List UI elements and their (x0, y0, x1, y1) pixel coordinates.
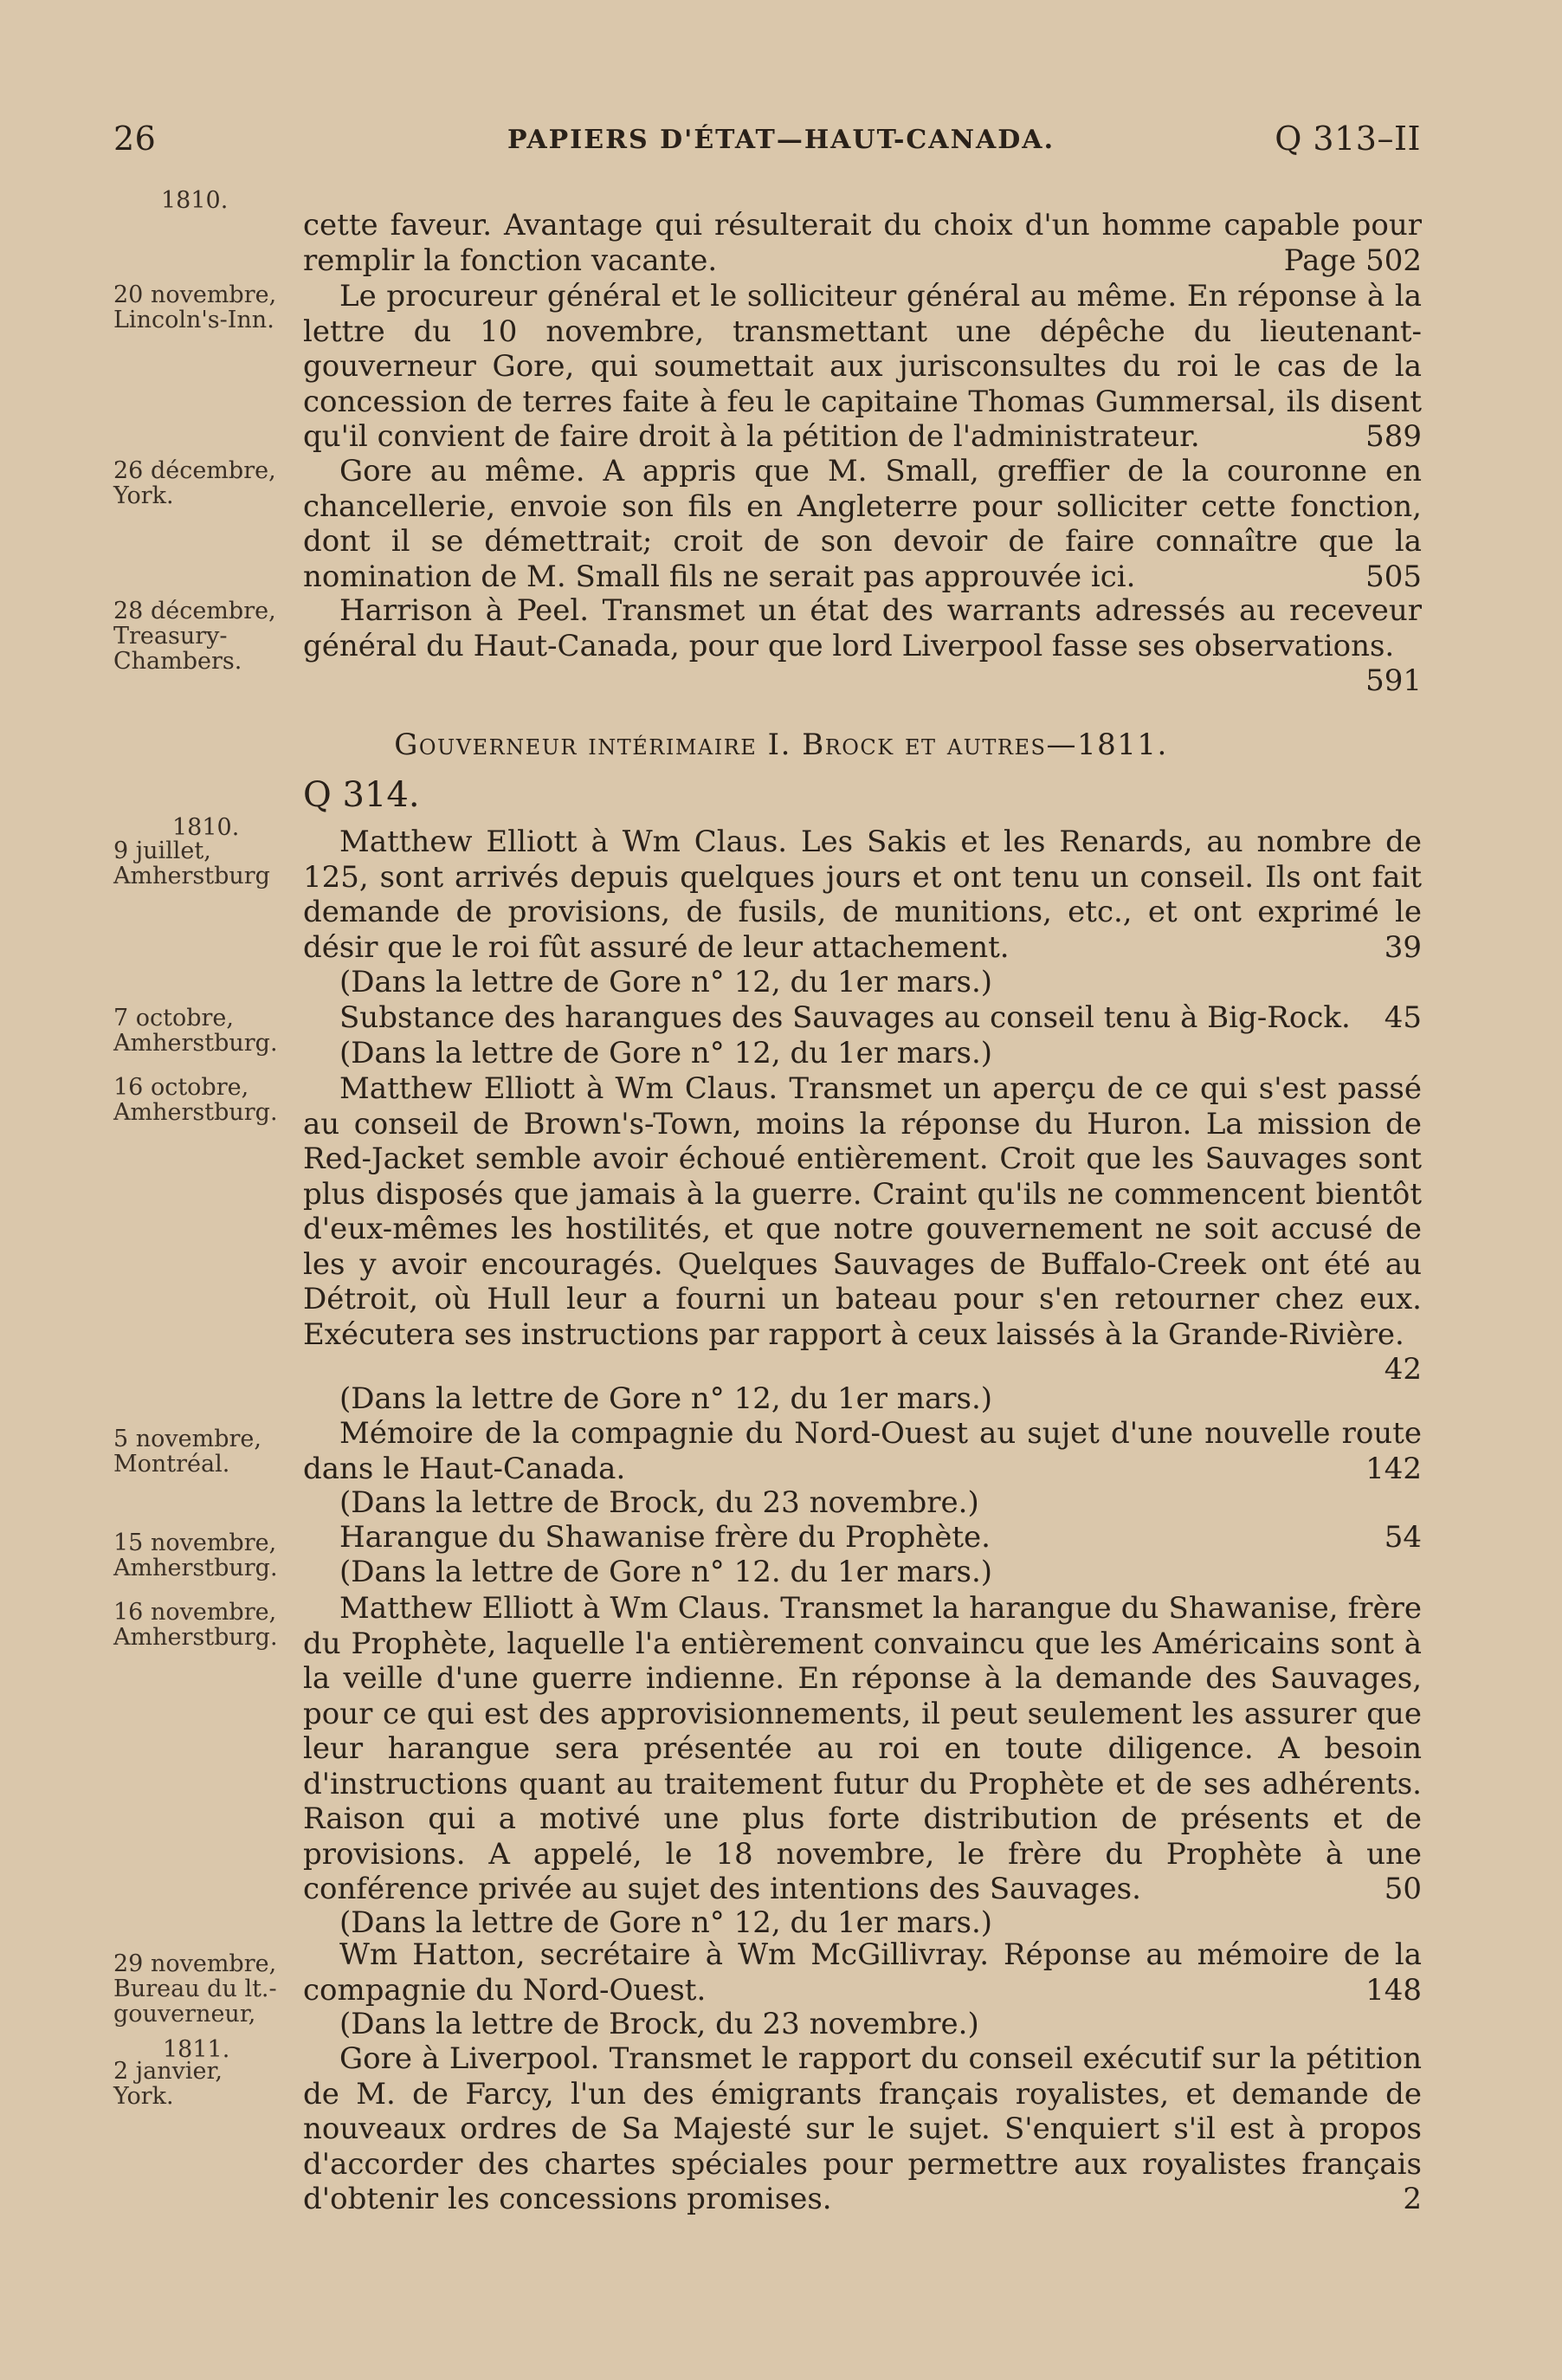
page-ref: 50 (1384, 1872, 1422, 1906)
page-ref: 142 (1365, 1451, 1422, 1486)
entry-note: (Dans la lettre de Gore n° 12, du 1er mars.) (339, 1905, 993, 1940)
entry-date: 20 novembre, Lincoln's-Inn. (113, 281, 277, 333)
page-ref: 591 (1365, 663, 1422, 698)
entry-date: 26 décembre, York. (113, 457, 276, 509)
page-ref: 45 (1384, 1000, 1422, 1035)
page-number: 26 (113, 120, 157, 158)
entry-text: Matthew Elliott à Wm Claus. Transmet la harangue du Shawanise, frère du Prophète, laquelle l'a entièrement convaincu que les Américains sont à la veille d'une guerre indienne. En réponse à la demande des Sauvages, pour ce qui est des approvisionnements, il peut seulement les assurer que leur harangue sera présentée au roi en toute diligence. A besoin d'instructions quant au traitement futur du Prophète et de ses adhérents. Raison qui a motivé une plus forte distribution de présents et de provisions. A appelé, le 18 novembre, le frère du Prophète à une conférence privée au sujet des intentions des Sauvages. 50 (303, 1591, 1422, 1906)
entry-text: Substance des harangues des Sauvages au conseil tenu à Big-Rock. 45 (339, 1000, 1422, 1035)
entry-date: 5 novembre, Montréal. (113, 1426, 261, 1478)
entry-text: cette faveur. Avantage qui résulterait du choix d'un homme capable pour remplir la fonction vacante. Page 502 (303, 208, 1422, 278)
page-ref: 54 (1384, 1520, 1422, 1555)
entry-date: 29 novembre, Bureau du lt.-gouverneur, (113, 1950, 277, 2028)
entry-date: 15 novembre, Amherstburg. (113, 1530, 278, 1581)
entry-note: (Dans la lettre de Gore n° 12, du 1er mars.) (339, 965, 993, 999)
volume-label: Q 314. (303, 775, 420, 815)
entry-note: (Dans la lettre de Gore n° 12. du 1er mars.) (339, 1555, 993, 1589)
entry-note: (Dans la lettre de Gore n° 12, du 1er mars.) (339, 1381, 993, 1416)
entry-text: Matthew Elliott à Wm Claus. Les Sakis et les Renards, au nombre de 125, sont arrivés depuis quelques jours et ont tenu un conseil. Ils ont fait demande de provisions, de fusils, de munitions, etc., et ont exprimé le désir que le roi fût assuré de leur attachement. 39 (303, 825, 1422, 965)
entry-text: Mémoire de la compagnie du Nord-Ouest au sujet d'une nouvelle route dans le Haut-Canada. 142 (303, 1416, 1422, 1486)
page-ref: 589 (1365, 419, 1422, 454)
entry-date: 28 décembre, Treasury-Chambers. (113, 598, 276, 675)
entry-text: Harangue du Shawanise frère du Prophète. 54 (339, 1520, 1422, 1555)
entry-text: Gore à Liverpool. Transmet le rapport du conseil exécutif sur la pétition de M. de Farcy, l'un des émigrants français royalistes, et demande de nouveaux ordres de Sa Majesté sur le sujet. S'enquiert s'il est à propos d'accorder des chartes spéciales pour permettre aux royalistes français d'obtenir les concessions promises. 2 (303, 2041, 1422, 2216)
entry-note: (Dans la lettre de Brock, du 23 novembre.) (339, 1485, 979, 1520)
entry-text: Harrison à Peel. Transmet un état des warrants adressés au receveur général du Haut-Canada, pour que lord Liverpool fasse ses observations. 591 (303, 593, 1422, 698)
year-label: 1810. (161, 187, 229, 214)
page-ref: 39 (1384, 929, 1422, 965)
entry-date: 9 juillet, Amherstburg (113, 838, 270, 889)
section-title: Gouverneur intérimaire I. Brock et autres—1811. (394, 728, 1168, 762)
page-ref: 42 (1384, 1352, 1422, 1387)
entry-date: 7 octobre, Amherstburg. (113, 1005, 278, 1057)
entry-date: 16 octobre, Amherstburg. (113, 1074, 278, 1126)
page-ref: Page 502 (1283, 243, 1422, 278)
page-ref: 2 (1403, 2182, 1422, 2216)
year-label: 1810. (172, 814, 240, 841)
page-ref: 148 (1365, 1972, 1422, 2008)
entry-date: 16 novembre, Amherstburg. (113, 1599, 278, 1651)
volume-reference: Q 313–II (1275, 120, 1421, 158)
entry-text: Matthew Elliott à Wm Claus. Transmet un aperçu de ce qui s'est passé au conseil de Brown's-Town, moins la réponse du Huron. La mission de Red-Jacket semble avoir échoué entièrement. Croit que les Sauvages sont plus disposés que jamais à la guerre. Craint qu'ils ne commencent bientôt d'eux-mêmes les hostilités, et que notre gouvernement ne soit accusé de les y avoir encouragés. Quelques Sauvages de Buffalo-Creek ont été au Détroit, où Hull leur a fourni un bateau pour s'en retourner chez eux. Exécutera ses instructions par rapport à ceux laissés à la Grande-Rivière. 42 (303, 1071, 1422, 1387)
page-ref: 505 (1365, 559, 1422, 594)
entry-note: (Dans la lettre de Brock, du 23 novembre.) (339, 2007, 979, 2041)
entry-text: Wm Hatton, secrétaire à Wm McGillivray. Réponse au mémoire de la compagnie du Nord-Ouest. 148 (303, 1937, 1422, 2008)
entry-text: Gore au même. A appris que M. Small, greffier de la couronne en chancellerie, envoie son fils en Angleterre pour solliciter cette fonction, dont il se démettrait; croit de son devoir de faire connaître que la nomination de M. Small fils ne serait pas approuvée ici. 505 (303, 454, 1422, 594)
entry-text: Le procureur général et le solliciteur général au même. En réponse à la lettre du 10 novembre, transmettant une dépêche du lieutenant-gouverneur Gore, qui soumettait aux jurisconsultes du roi le cas de la concession de terres faite à feu le capitaine Thomas Gummersal, ils disent qu'il convient de faire droit à la pétition de l'administrateur. 589 (303, 279, 1422, 454)
year-label: 1811. (163, 2036, 230, 2063)
entry-date: 2 janvier, York. (113, 2058, 223, 2110)
running-title: PAPIERS D'ÉTAT—HAUT-CANADA. (507, 125, 1055, 155)
entry-note: (Dans la lettre de Gore n° 12, du 1er mars.) (339, 1036, 993, 1070)
